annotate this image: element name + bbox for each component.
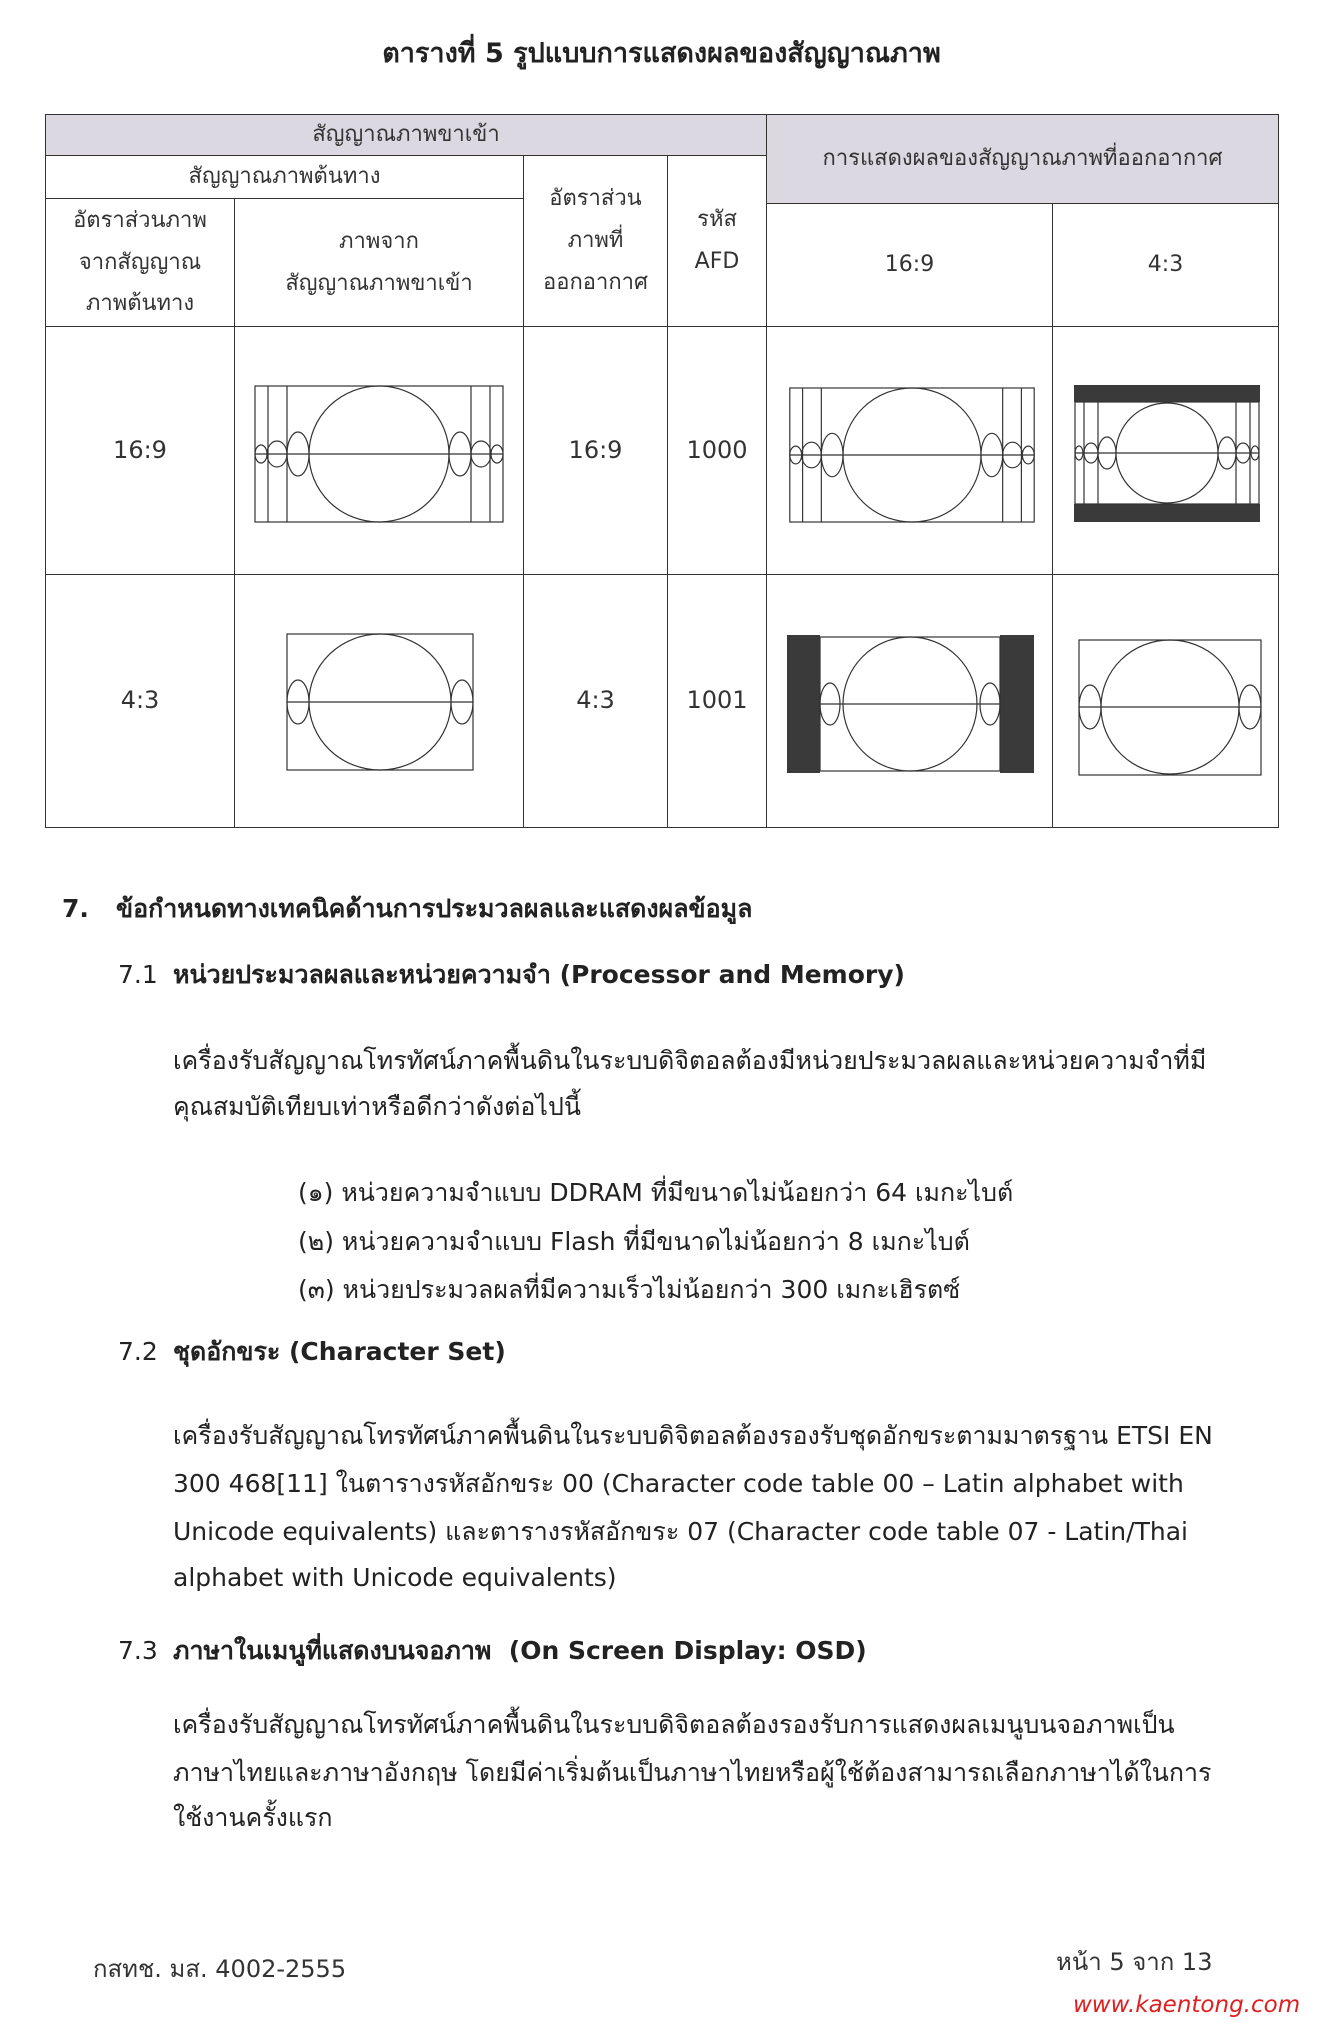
output-43-standard-diagram xyxy=(1078,639,1262,776)
header-source-signal: สัญญาณภาพต้นทาง xyxy=(45,155,524,199)
header-output-43: 4:3 xyxy=(1052,203,1279,327)
section-7-number: 7. xyxy=(62,894,89,923)
row2-broadcast-ratio: 4:3 xyxy=(523,574,668,828)
header-source-ratio: อัตราส่วนภาพ จากสัญญาณ ภาพต้นทาง xyxy=(45,198,235,327)
output-43-letterbox-diagram xyxy=(1074,385,1260,522)
row1-source-ratio: 16:9 xyxy=(45,326,235,575)
section-7-1-paragraph: เครื่องรับสัญญาณโทรทัศน์ภาคพื้นดินในระบบดิจิตอลต้องมีหน่วยประมวลผลและหน่วยความจำที่มี xyxy=(173,1046,1207,1075)
section-7-2-paragraph: 300 468[11] ในตารางรหัสอักขระ 00 (Character code table 00 – Latin alphabet with xyxy=(173,1469,1184,1498)
row2-afd: 1001 xyxy=(667,574,767,828)
table-title: ตารางที่ 5 รูปแบบการแสดงผลของสัญญาณภาพ xyxy=(382,38,941,69)
list-item: (๑) หน่วยความจำแบบ DDRAM ที่มีขนาดไม่น้อยกว่า 64 เมกะไบต์ xyxy=(298,1178,1014,1207)
list-item: (๒) หน่วยความจำแบบ Flash ที่มีขนาดไม่น้อยกว่า 8 เมกะไบต์ xyxy=(298,1227,970,1256)
header-input-image: ภาพจาก สัญญาณภาพขาเข้า xyxy=(234,198,524,327)
section-7-2-heading: ชุดอักขระ (Character Set) xyxy=(173,1337,506,1366)
wide-test-pattern-diagram xyxy=(254,385,504,523)
section-7-3-heading: ภาษาในเมนูที่แสดงบนจอภาพ (On Screen Display: OSD) xyxy=(173,1636,867,1665)
standard-test-pattern-diagram xyxy=(286,633,474,771)
section-7-1-number: 7.1 xyxy=(118,960,158,989)
section-7-2-paragraph: alphabet with Unicode equivalents) xyxy=(173,1563,617,1592)
section-7-2-paragraph: เครื่องรับสัญญาณโทรทัศน์ภาคพื้นดินในระบบดิจิตอลต้องรองรับชุดอักขระตามมาตรฐาน ETSI EN xyxy=(173,1421,1213,1450)
header-broadcast-ratio: อัตราส่วน ภาพที่ ออกอากาศ xyxy=(523,155,668,327)
footer-document-number: กสทช. มส. 4002-2555 xyxy=(93,1955,347,1983)
header-output-169: 16:9 xyxy=(766,203,1053,327)
section-7-1-paragraph: คุณสมบัติเทียบเท่าหรือดีกว่าดังต่อไปนี้ xyxy=(173,1092,581,1121)
section-7-3-number: 7.3 xyxy=(118,1636,158,1665)
header-output-display: การแสดงผลของสัญญาณภาพที่ออกอากาศ xyxy=(766,114,1279,204)
output-169-wide-diagram xyxy=(787,387,1037,523)
watermark-url[interactable]: www.kaentong.com xyxy=(1073,1992,1301,2018)
output-169-pillarbox-diagram xyxy=(787,635,1034,773)
section-7-3-paragraph: ภาษาไทยและภาษาอังกฤษ โดยมีค่าเริ่มต้นเป็นภาษาไทยหรือผู้ใช้ต้องสามารถเลือกภาษาได้ในการ xyxy=(173,1758,1212,1787)
row2-source-ratio: 4:3 xyxy=(45,574,235,828)
section-7-heading: ข้อกำหนดทางเทคนิคด้านการประมวลผลและแสดงผลข้อมูล xyxy=(116,894,753,923)
section-7-2-paragraph: Unicode equivalents) และตารางรหัสอักขระ 07 (Character code table 07 - Latin/Thai xyxy=(173,1517,1188,1546)
footer-page-number: หน้า 5 จาก 13 xyxy=(1056,1948,1213,1976)
section-7-3-paragraph: เครื่องรับสัญญาณโทรทัศน์ภาคพื้นดินในระบบดิจิตอลต้องรองรับการแสดงผลเมนูบนจอภาพเป็น xyxy=(173,1710,1175,1739)
row1-afd: 1000 xyxy=(667,326,767,575)
section-7-2-number: 7.2 xyxy=(118,1337,158,1366)
row1-broadcast-ratio: 16:9 xyxy=(523,326,668,575)
list-item: (๓) หน่วยประมวลผลที่มีความเร็วไม่น้อยกว่า 300 เมกะเฮิรตซ์ xyxy=(298,1275,961,1304)
header-afd-code: รหัส AFD xyxy=(667,155,767,327)
section-7-3-paragraph: ใช้งานครั้งแรก xyxy=(173,1803,333,1832)
header-input-signal: สัญญาณภาพขาเข้า xyxy=(45,114,767,156)
section-7-1-heading: หน่วยประมวลผลและหน่วยความจำ (Processor and Memory) xyxy=(173,960,905,989)
